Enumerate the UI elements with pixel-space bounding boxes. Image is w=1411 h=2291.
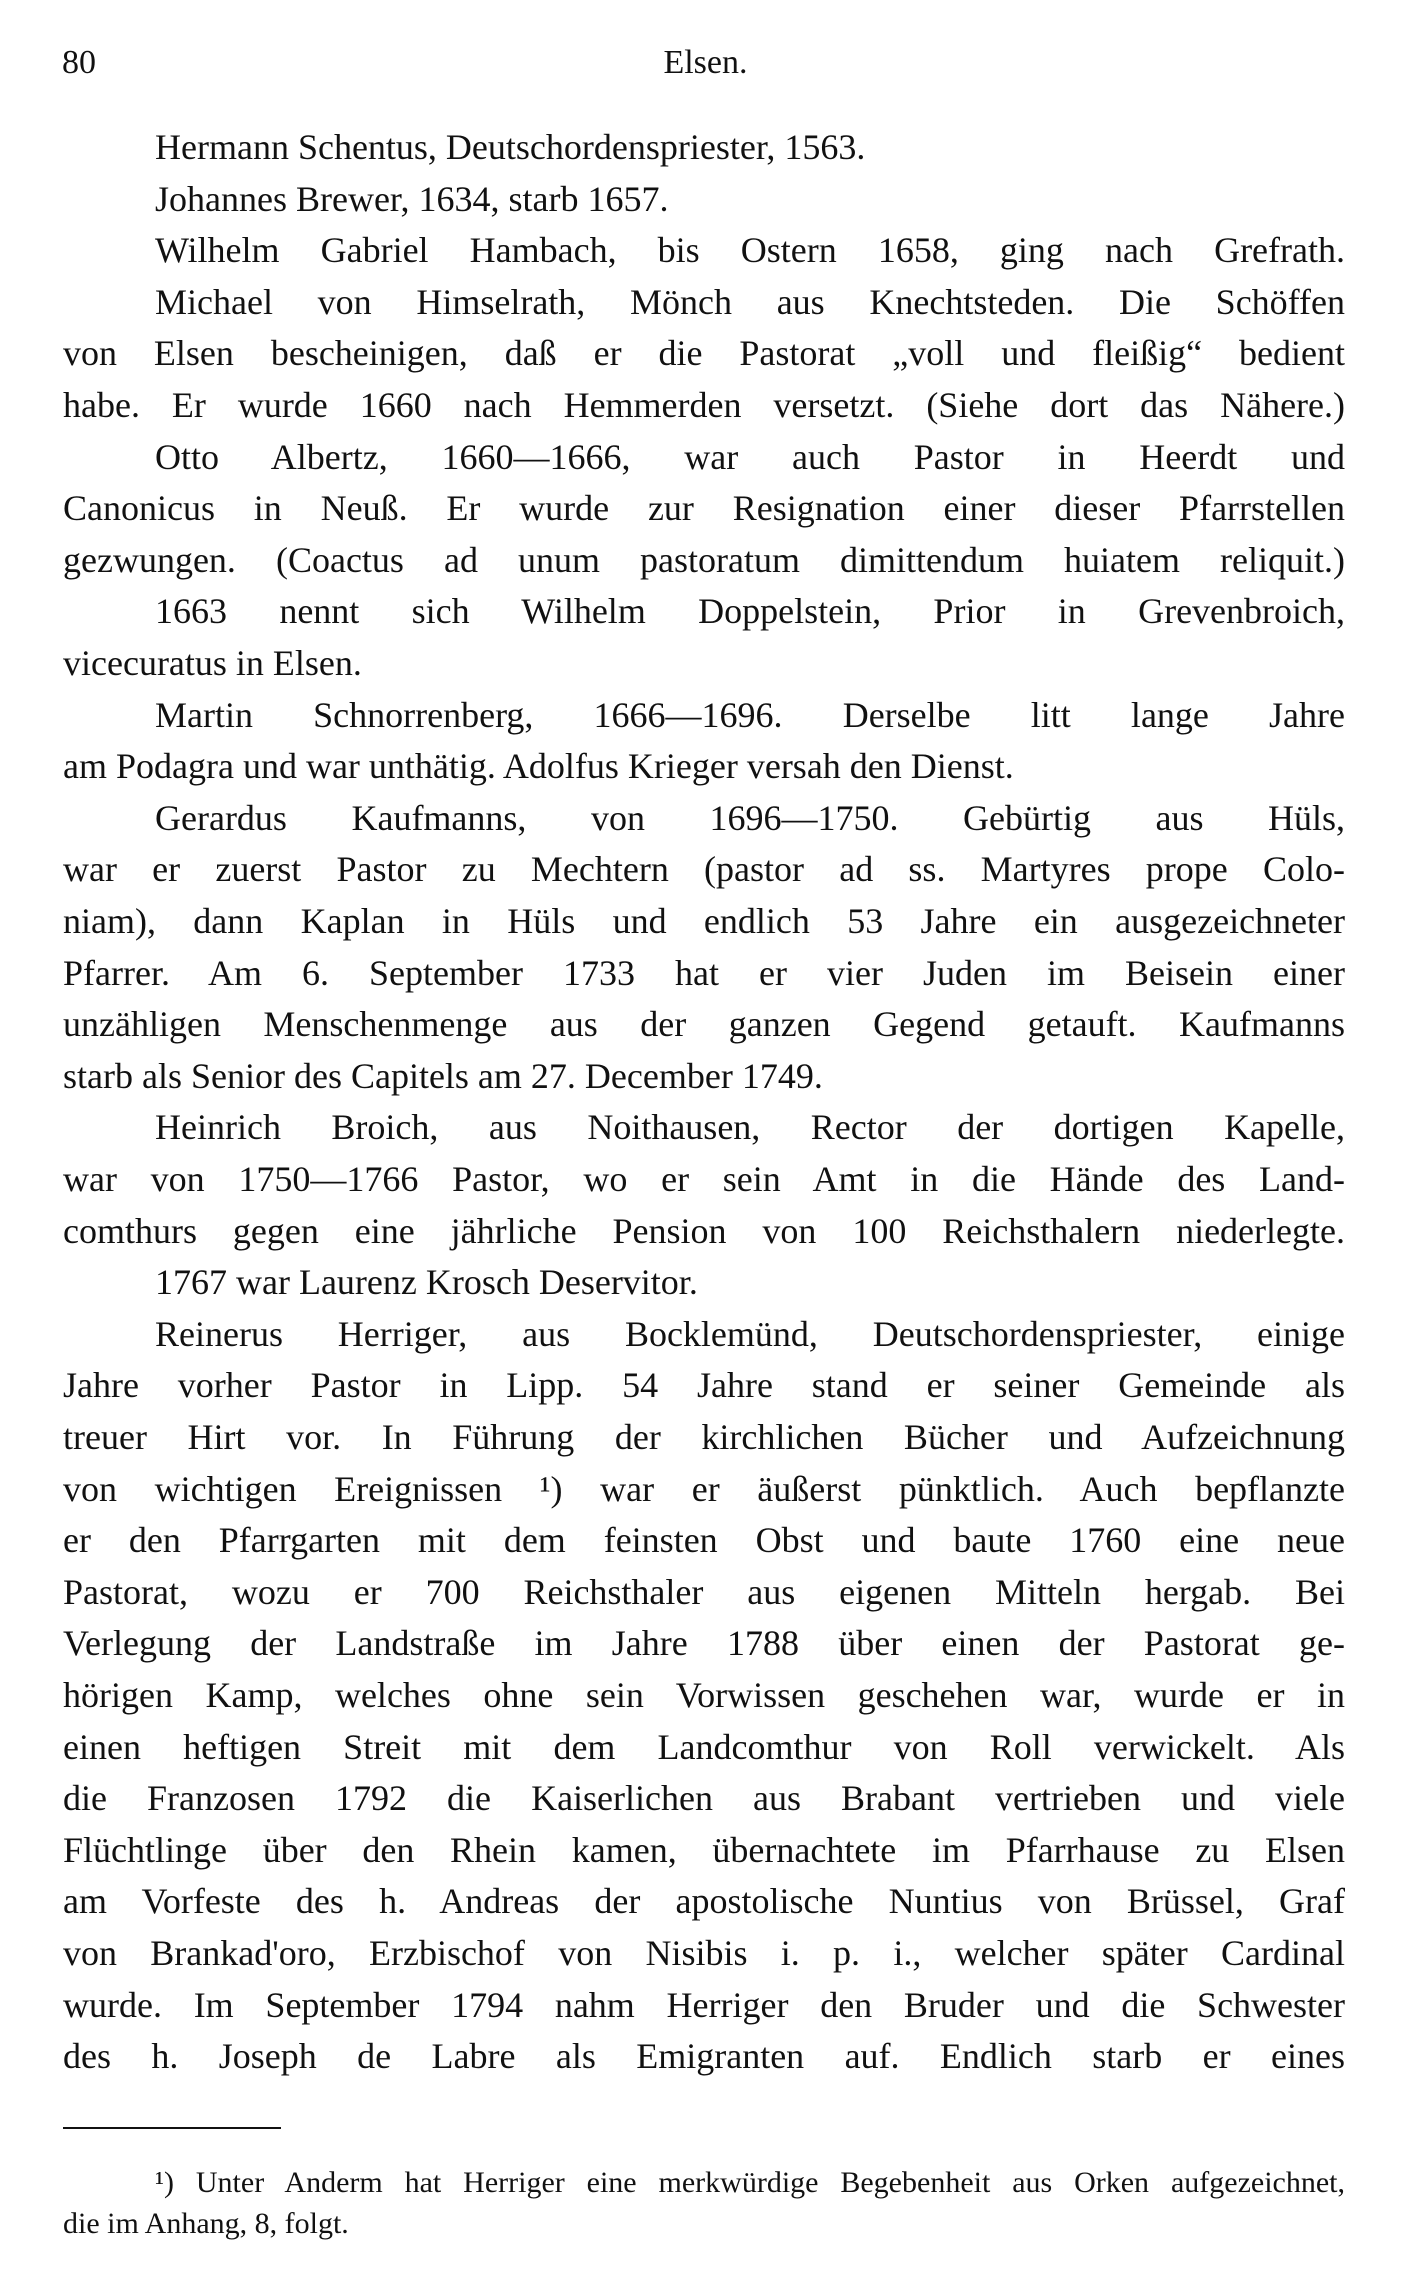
- text-line: Reinerus Herriger, aus Bocklemünd, Deutschordenspriester, einige: [155, 1313, 1345, 1354]
- text-line: unzähligen Menschenmenge aus der ganzen Gegend getauft. Kaufmanns: [63, 1004, 1345, 1045]
- page-number: 80: [62, 44, 96, 81]
- text-line: Gerardus Kaufmanns, von 1696—1750. Gebürtig aus Hüls,: [155, 797, 1345, 838]
- text-line: war er zuerst Pastor zu Mechtern (pastor ad ss. Martyres prope Colo-: [63, 849, 1345, 890]
- text-line: habe. Er wurde 1660 nach Hemmerden versetzt. (Siehe dort das Nähere.): [63, 385, 1345, 425]
- text-line: des h. Joseph de Labre als Emigranten auf. Endlich starb er eines: [63, 2036, 1345, 2077]
- text-line: Canonicus in Neuß. Er wurde zur Resignation einer dieser Pfarrstellen: [63, 488, 1345, 529]
- text-line: einen heftigen Streit mit dem Landcomthur von Roll verwickelt. Als: [63, 1726, 1345, 1767]
- text-line: Heinrich Broich, aus Noithausen, Rector der dortigen Kapelle,: [155, 1107, 1345, 1148]
- text-line: am Podagra und war unthätig. Adolfus Krieger versah den Dienst.: [63, 746, 1014, 787]
- text-line: 1767 war Laurenz Krosch Deservitor.: [155, 1262, 698, 1303]
- text-line: starb als Senior des Capitels am 27. December 1749.: [63, 1055, 823, 1096]
- text-line: wurde. Im September 1794 nahm Herriger den Bruder und die Schwester: [63, 1984, 1345, 2025]
- text-line: die Franzosen 1792 die Kaiserlichen aus Brabant vertrieben und viele: [63, 1778, 1345, 1819]
- text-line: comthurs gegen eine jährliche Pension von 100 Reichsthalern niederlegte.: [63, 1210, 1345, 1251]
- text-line: Verlegung der Landstraße im Jahre 1788 über einen der Pastorat ge-: [63, 1623, 1345, 1664]
- text-line: Michael von Himselrath, Mönch aus Knechtsteden. Die Schöffen: [155, 281, 1345, 322]
- text-line: hörigen Kamp, welches ohne sein Vorwissen geschehen war, wurde er in: [63, 1675, 1345, 1715]
- text-line: Flüchtlinge über den Rhein kamen, übernachtete im Pfarrhause zu Elsen: [63, 1829, 1345, 1870]
- running-head: Elsen.: [663, 44, 748, 81]
- text-line: vicecuratus in Elsen.: [63, 643, 362, 683]
- footnote-line: ¹) Unter Anderm hat Herriger eine merkwürdige Begebenheit aus Orken aufgezeichnet,: [155, 2166, 1345, 2199]
- text-line: Wilhelm Gabriel Hambach, bis Ostern 1658, ging nach Grefrath.: [155, 230, 1345, 271]
- text-line: von Elsen bescheinigen, daß er die Pastorat „voll und fleißig“ bedient: [63, 333, 1345, 374]
- text-line: Pastorat, wozu er 700 Reichsthaler aus eigenen Mitteln hergab. Bei: [63, 1571, 1345, 1612]
- text-line: von Brankad'oro, Erzbischof von Nisibis i. p. i., welcher später Cardinal: [63, 1933, 1345, 1973]
- text-line: Johannes Brewer, 1634, starb 1657.: [155, 178, 669, 219]
- text-line: am Vorfeste des h. Andreas der apostolische Nuntius von Brüssel, Graf: [63, 1881, 1345, 1922]
- text-line: Pfarrer. Am 6. September 1733 hat er vier Juden im Beisein einer: [63, 952, 1345, 993]
- text-line: niam), dann Kaplan in Hüls und endlich 53 Jahre ein ausgezeichneter: [63, 901, 1345, 941]
- footnote-line: die im Anhang, 8, folgt.: [63, 2207, 349, 2240]
- text-line: gezwungen. (Coactus ad unum pastoratum dimittendum huiatem reliquit.): [63, 539, 1345, 580]
- text-line: er den Pfarrgarten mit dem feinsten Obst und baute 1760 eine neue: [63, 1520, 1345, 1561]
- text-line: Jahre vorher Pastor in Lipp. 54 Jahre stand er seiner Gemeinde als: [63, 1365, 1345, 1406]
- text-line: war von 1750—1766 Pastor, wo er sein Amt in die Hände des Land-: [63, 1159, 1345, 1199]
- text-line: 1663 nennt sich Wilhelm Doppelstein, Prior in Grevenbroich,: [155, 591, 1345, 632]
- text-line: Hermann Schentus, Deutschordenspriester, 1563.: [155, 127, 866, 167]
- text-line: Otto Albertz, 1660—1666, war auch Pastor in Heerdt und: [155, 436, 1345, 477]
- text-line: Martin Schnorrenberg, 1666—1696. Derselbe litt lange Jahre: [155, 694, 1345, 735]
- text-line: treuer Hirt vor. In Führung der kirchlichen Bücher und Aufzeichnung: [63, 1417, 1345, 1457]
- text-line: von wichtigen Ereignissen ¹) war er äußerst pünktlich. Auch bepflanzte: [63, 1468, 1345, 1509]
- footnote-divider: [63, 2127, 281, 2129]
